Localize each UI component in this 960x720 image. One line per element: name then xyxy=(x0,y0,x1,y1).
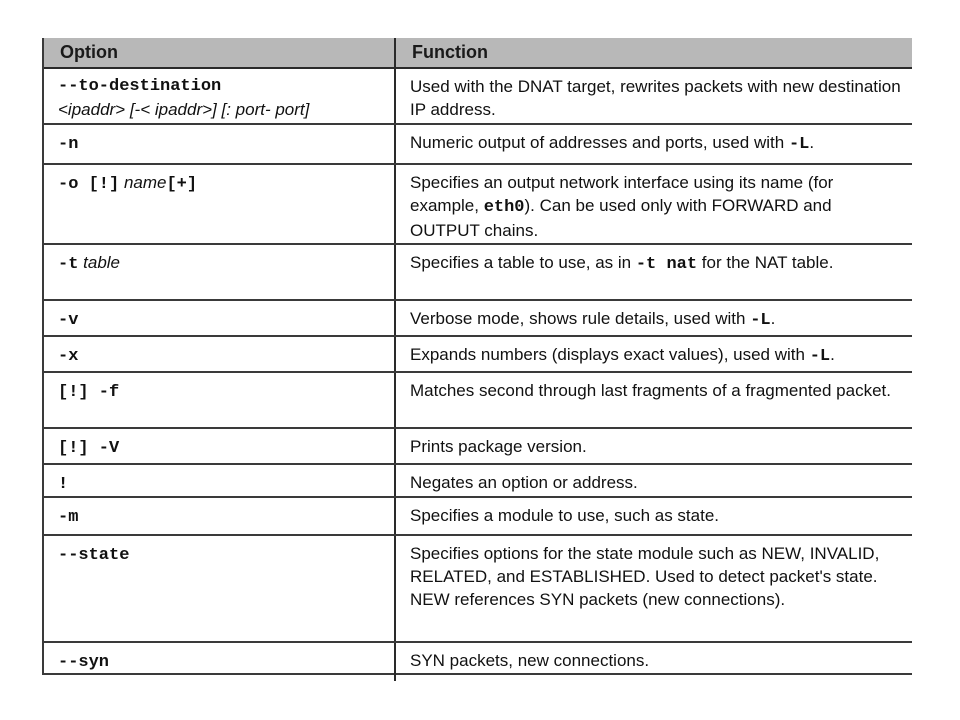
table-row xyxy=(44,245,912,301)
function-code: -t nat xyxy=(635,255,698,274)
table-row xyxy=(44,125,912,165)
option-code: --syn xyxy=(58,653,110,672)
function-text: ). Can be used only with FORWARD and OUTPUT chains. xyxy=(410,196,832,240)
option-code: --state xyxy=(58,546,130,565)
option-arg: table xyxy=(83,253,121,272)
function-cell xyxy=(394,337,912,371)
table-row xyxy=(44,165,912,245)
table-row xyxy=(44,301,912,337)
option-cell xyxy=(44,245,394,299)
option-cell xyxy=(44,301,394,335)
function-text: Specifies an output network interface using its name (for example, xyxy=(410,173,834,215)
table-row xyxy=(44,536,912,643)
option-code: [!] -f xyxy=(58,383,120,402)
function-text: Specifies a table to use, as in xyxy=(410,253,636,272)
function-text: . xyxy=(809,133,815,152)
function-cell: Matches second through last fragments of a fragmented packet. xyxy=(394,373,912,427)
table-row xyxy=(44,429,912,465)
option-code: ! xyxy=(58,475,69,494)
table-row xyxy=(44,465,912,498)
table-row xyxy=(44,337,912,373)
function-cell xyxy=(394,125,912,163)
option-cell xyxy=(44,337,394,371)
function-code: -L xyxy=(750,311,771,330)
function-code: eth0 xyxy=(483,198,525,217)
function-code: -L xyxy=(809,347,831,366)
function-cell: SYN packets, new connections. xyxy=(394,643,912,681)
option-code: [!] -V xyxy=(58,439,120,458)
option-cell xyxy=(44,69,394,123)
option-cell xyxy=(44,465,394,496)
header-option: Option xyxy=(60,42,118,62)
function-cell: Negates an option or address. xyxy=(394,465,912,496)
function-text: Verbose mode, shows rule details, used with xyxy=(410,309,751,328)
option-code: -x xyxy=(58,347,79,366)
function-cell: Specifies options for the state module such as NEW, INVALID, RELATED, and ESTABLISHED. Used to detect packet's state. NEW references SYN packets (new connections). xyxy=(394,536,912,641)
function-cell xyxy=(394,301,912,335)
option-args: <ipaddr> [-< ipaddr>] [: port- port] xyxy=(58,100,310,119)
option-code: -t xyxy=(58,255,79,274)
option-cell xyxy=(44,125,394,163)
function-cell xyxy=(394,165,912,243)
header-function: Function xyxy=(394,38,912,67)
options-table xyxy=(42,38,912,675)
table-row xyxy=(44,643,912,681)
option-cell xyxy=(44,373,394,427)
option-code: -v xyxy=(58,311,79,330)
table-row xyxy=(44,498,912,536)
function-code: -L xyxy=(788,135,810,154)
function-cell: Prints package version. xyxy=(394,429,912,463)
function-text: . xyxy=(830,345,835,364)
table-row xyxy=(44,69,912,125)
function-text: Numeric output of addresses and ports, used with xyxy=(410,133,789,152)
option-code: -o [!] xyxy=(58,175,120,194)
function-text: for the NAT table. xyxy=(697,253,834,272)
table-row xyxy=(44,373,912,429)
function-cell xyxy=(394,245,912,299)
option-code: -m xyxy=(58,508,79,527)
option-cell xyxy=(44,165,394,243)
table-header xyxy=(44,38,912,69)
option-cell xyxy=(44,536,394,641)
option-cell xyxy=(44,643,394,681)
option-cell xyxy=(44,498,394,534)
function-text: Expands numbers (displays exact values), used with xyxy=(410,345,810,364)
function-text: . xyxy=(770,309,776,328)
option-cell xyxy=(44,429,394,463)
option-code: --to-destination xyxy=(58,77,222,96)
option-code: [+] xyxy=(166,175,198,194)
option-arg: name xyxy=(123,173,167,192)
function-cell: Used with the DNAT target, rewrites packets with new destination IP address. xyxy=(394,69,912,123)
function-cell: Specifies a module to use, such as state. xyxy=(394,498,912,534)
option-code: -n xyxy=(58,135,79,154)
